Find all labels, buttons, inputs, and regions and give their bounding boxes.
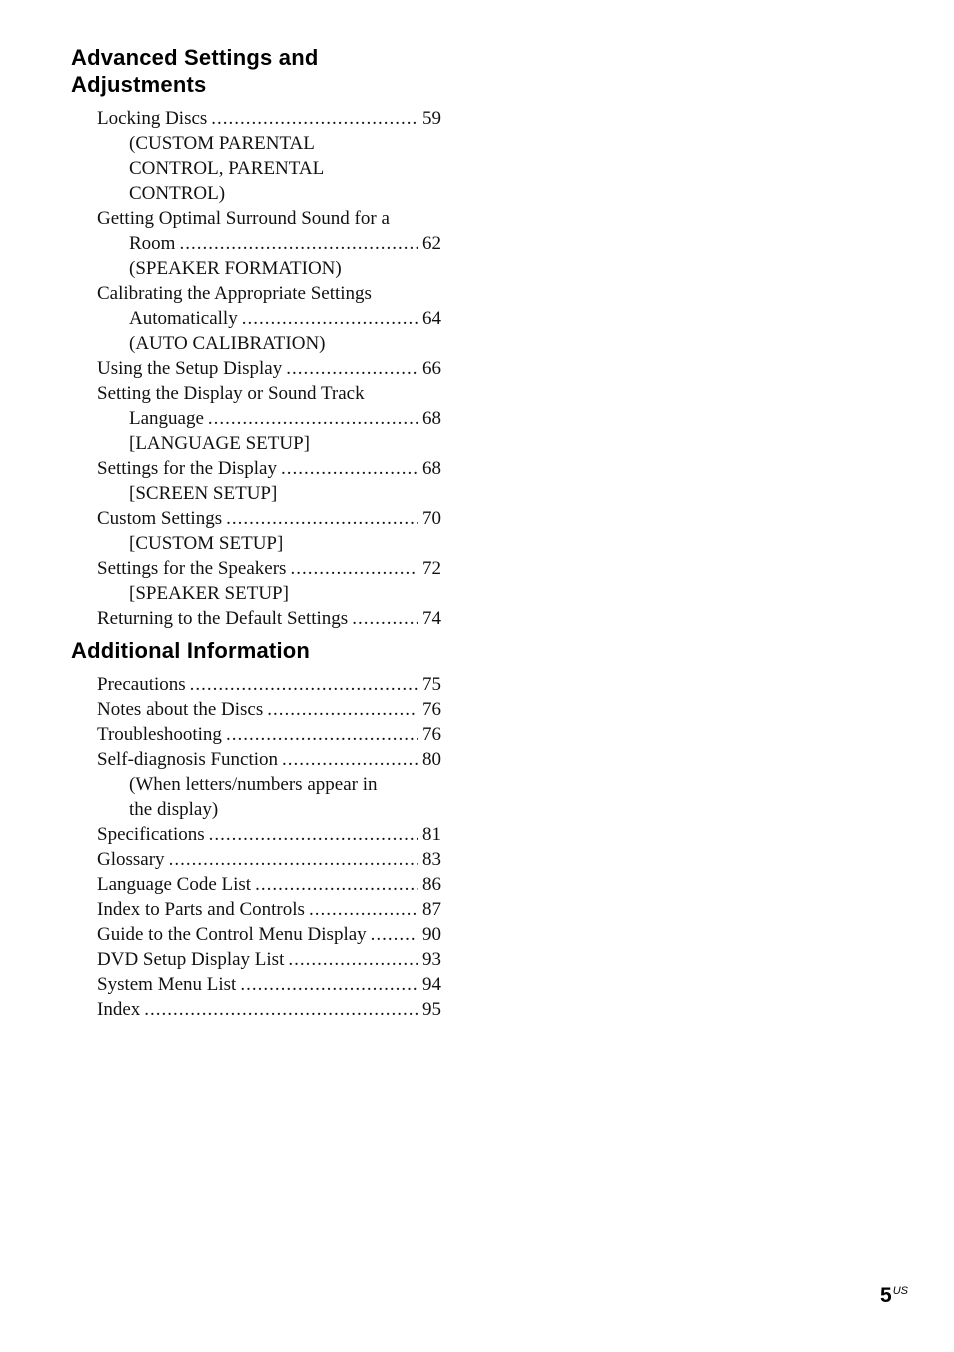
toc-entry-note-text: [CUSTOM SETUP] [129,533,284,554]
toc-entry-line [97,456,441,481]
dot-leader [226,506,418,531]
dot-leader [281,456,418,481]
dot-leader [352,606,418,631]
toc-entry-note [97,181,441,206]
toc-entry-line [97,697,441,722]
toc-entry-title: Calibrating the Appropriate Settings [97,283,372,304]
toc-entry-note-text: (When letters/numbers appear in [129,774,378,795]
toc-entry-title: System Menu List [97,974,237,995]
dot-leader [190,672,418,697]
section-title-line: Additional Information [71,638,311,663]
toc-entry[interactable] [97,506,441,556]
dot-leader [290,556,418,581]
toc-entry-title: Custom Settings [97,508,223,529]
toc-entry-title: Index to Parts and Controls [97,899,305,920]
toc-entry-note-text: (SPEAKER FORMATION) [129,258,342,279]
toc-page-number: 94 [422,974,441,995]
toc-entry[interactable] [97,872,441,897]
dot-leader [282,747,418,772]
toc-entry-note [97,581,441,606]
toc-entry[interactable] [97,847,441,872]
toc-page-number: 90 [422,924,441,945]
toc-page-number: 72 [422,558,441,579]
toc-entry-note [97,331,441,356]
toc-list-advanced-settings [97,106,441,631]
toc-entry-title: Using the Setup Display [97,358,283,379]
section-title-line: Adjustments [71,72,207,97]
toc-entry[interactable] [97,722,441,747]
toc-entry-title: Automatically [129,308,238,329]
toc-entry-line [97,822,441,847]
toc-entry-note [97,156,441,181]
toc-page-number: 93 [422,949,441,970]
toc-entry[interactable] [97,822,441,847]
toc-entry-line [97,847,441,872]
toc-entry-note-text: the display) [129,799,219,820]
page-number [880,1284,908,1308]
toc-entry-title: Returning to the Default Settings [97,608,349,629]
toc-list-additional-information [97,672,441,1022]
toc-entry-line [97,672,441,697]
toc-page-number: 62 [422,233,441,254]
toc-entry-title: DVD Setup Display List [97,949,285,970]
section-title-additional-information [71,637,310,664]
toc-entry-title: Notes about the Discs [97,699,264,720]
toc-page-number: 64 [422,308,441,329]
toc-entry-title: Self-diagnosis Function [97,749,279,770]
toc-entry-line [97,897,441,922]
toc-entry[interactable] [97,606,441,631]
toc-entry-line [97,997,441,1022]
section-title-line: Advanced Settings and [71,45,319,70]
toc-page-number: 74 [422,608,441,629]
toc-entry[interactable] [97,747,441,822]
page-number-value: 5 [880,1284,892,1307]
section-title-advanced-settings [71,44,318,98]
toc-entry-title: Guide to the Control Menu Display [97,924,367,945]
page-number-suffix: US [892,1285,908,1297]
toc-entry-note [97,131,441,156]
toc-entry-note-text: CONTROL, PARENTAL [129,158,325,179]
toc-entry-title: Language [129,408,204,429]
toc-page-number: 59 [422,108,441,129]
toc-entry-title: Troubleshooting [97,724,222,745]
dot-leader [242,306,418,331]
toc-entry-note-text: [SPEAKER SETUP] [129,583,289,604]
toc-page-number: 86 [422,874,441,895]
toc-entry-line [97,556,441,581]
toc-entry-line [97,381,441,406]
dot-leader [211,106,418,131]
toc-page-number: 70 [422,508,441,529]
toc-entry-line [97,506,441,531]
toc-entry[interactable] [97,456,441,506]
toc-entry-line [97,747,441,772]
dot-leader [169,847,418,872]
toc-entry-title: Getting Optimal Surround Sound for a [97,208,390,229]
toc-entry-title: Specifications [97,824,205,845]
toc-page-number: 76 [422,699,441,720]
toc-entry-note [97,256,441,281]
toc-entry-title: Settings for the Display [97,458,277,479]
toc-entry-note [97,797,441,822]
toc-entry-title: Language Code List [97,874,252,895]
toc-entry-title: Glossary [97,849,165,870]
toc-page-number: 95 [422,999,441,1020]
toc-entry-line [97,722,441,747]
toc-entry[interactable] [97,997,441,1022]
dot-leader [226,722,418,747]
toc-entry[interactable] [97,897,441,922]
dot-leader [286,356,418,381]
toc-page-number: 66 [422,358,441,379]
toc-entry-note [97,772,441,797]
toc-page-number: 83 [422,849,441,870]
toc-entry-line [97,281,441,306]
toc-entry-note [97,431,441,456]
toc-entry-note [97,481,441,506]
dot-leader [255,872,418,897]
toc-entry-title: Index [97,999,141,1020]
toc-entry-line [97,972,441,997]
toc-page-number: 75 [422,674,441,695]
dot-leader [288,947,418,972]
toc-page-number: 76 [422,724,441,745]
toc-entry-note-text: (CUSTOM PARENTAL [129,133,315,154]
dot-leader [267,697,418,722]
toc-entry[interactable] [97,106,441,206]
toc-entry-note [97,531,441,556]
dot-leader [208,406,418,431]
toc-entry-line [97,947,441,972]
toc-entry-title: Room [129,233,176,254]
toc-page-number: 80 [422,749,441,770]
toc-entry-line [97,206,441,231]
toc-page-number: 87 [422,899,441,920]
toc-entry-line [97,872,441,897]
toc-entry-title: Settings for the Speakers [97,558,287,579]
dot-leader [240,972,418,997]
toc-page-number: 68 [422,458,441,479]
toc-entry[interactable] [97,947,441,972]
toc-entry[interactable] [97,672,441,697]
toc-entry[interactable] [97,281,441,356]
toc-entry[interactable] [97,206,441,281]
toc-entry-note-text: (AUTO CALIBRATION) [129,333,326,354]
dot-leader [371,922,418,947]
toc-entry[interactable] [97,381,441,456]
toc-entry-note-text: [LANGUAGE SETUP] [129,433,311,454]
toc-page-number: 68 [422,408,441,429]
toc-entry-note-text: CONTROL) [129,183,226,204]
toc-entry-title: Precautions [97,674,186,695]
toc-entry-line [97,922,441,947]
toc-entry[interactable] [97,972,441,997]
toc-entry-line [97,356,441,381]
dot-leader [209,822,418,847]
toc-entry-note-text: [SCREEN SETUP] [129,483,278,504]
toc-entry-line [97,106,441,131]
dot-leader [309,897,418,922]
toc-entry[interactable] [97,697,441,722]
toc-page-number: 81 [422,824,441,845]
dot-leader [179,231,418,256]
toc-entry-title: Setting the Display or Sound Track [97,383,365,404]
toc-entry-line [97,306,441,331]
toc-entry[interactable] [97,556,441,606]
dot-leader [144,997,418,1022]
toc-entry-title: Locking Discs [97,108,208,129]
toc-entry[interactable] [97,922,441,947]
toc-entry-line [97,406,441,431]
toc-entry-line [97,606,441,631]
toc-entry[interactable] [97,356,441,381]
toc-entry-line [97,231,441,256]
